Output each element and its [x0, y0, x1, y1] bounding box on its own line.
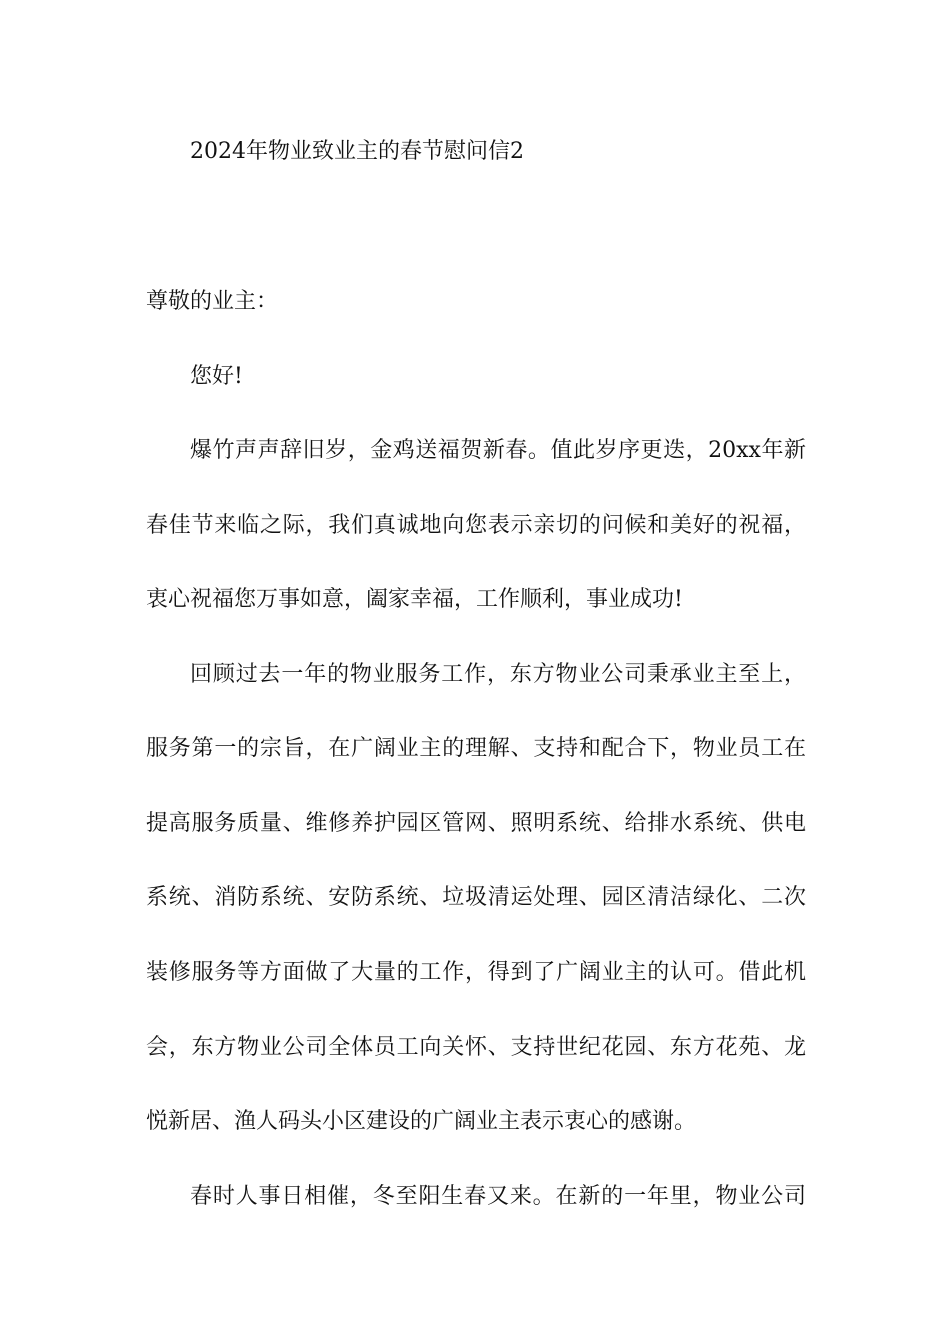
- document-title: 2024年物业致业主的春节慰问信2: [190, 139, 524, 164]
- paragraph-line: 提高服务质量、维修养护园区管网、照明系统、给排水系统、供电: [146, 811, 806, 836]
- paragraph-line: 服务第一的宗旨，在广阔业主的理解、支持和配合下，物业员工在: [146, 736, 806, 761]
- paragraph-line: 衷心祝福您万事如意，阖家幸福，工作顺利，事业成功!: [146, 587, 683, 612]
- paragraph-line: 春佳节来临之际，我们真诚地向您表示亲切的问候和美好的祝福，: [146, 513, 806, 538]
- salutation: 尊敬的业主：: [146, 289, 279, 314]
- paragraph-line: 悦新居、渔人码头小区建设的广阔业主表示衷心的感谢。: [146, 1109, 697, 1134]
- paragraph-line: 春时人事日相催，冬至阳生春又来。在新的一年里，物业公司: [190, 1184, 806, 1209]
- paragraph-line: 爆竹声声辞旧岁，金鸡送福贺新春。值此岁序更迭，20xx年新: [190, 438, 806, 463]
- paragraph-line: 装修服务等方面做了大量的工作，得到了广阔业主的认可。借此机: [146, 960, 806, 985]
- paragraph-line: 回顾过去一年的物业服务工作，东方物业公司秉承业主至上，: [190, 662, 806, 687]
- paragraph-line: 会，东方物业公司全体员工向关怀、支持世纪花园、东方花苑、龙: [146, 1035, 806, 1060]
- greeting: 您好!: [190, 364, 243, 389]
- paragraph-line: 系统、消防系统、安防系统、垃圾清运处理、园区清洁绿化、二次: [146, 885, 806, 910]
